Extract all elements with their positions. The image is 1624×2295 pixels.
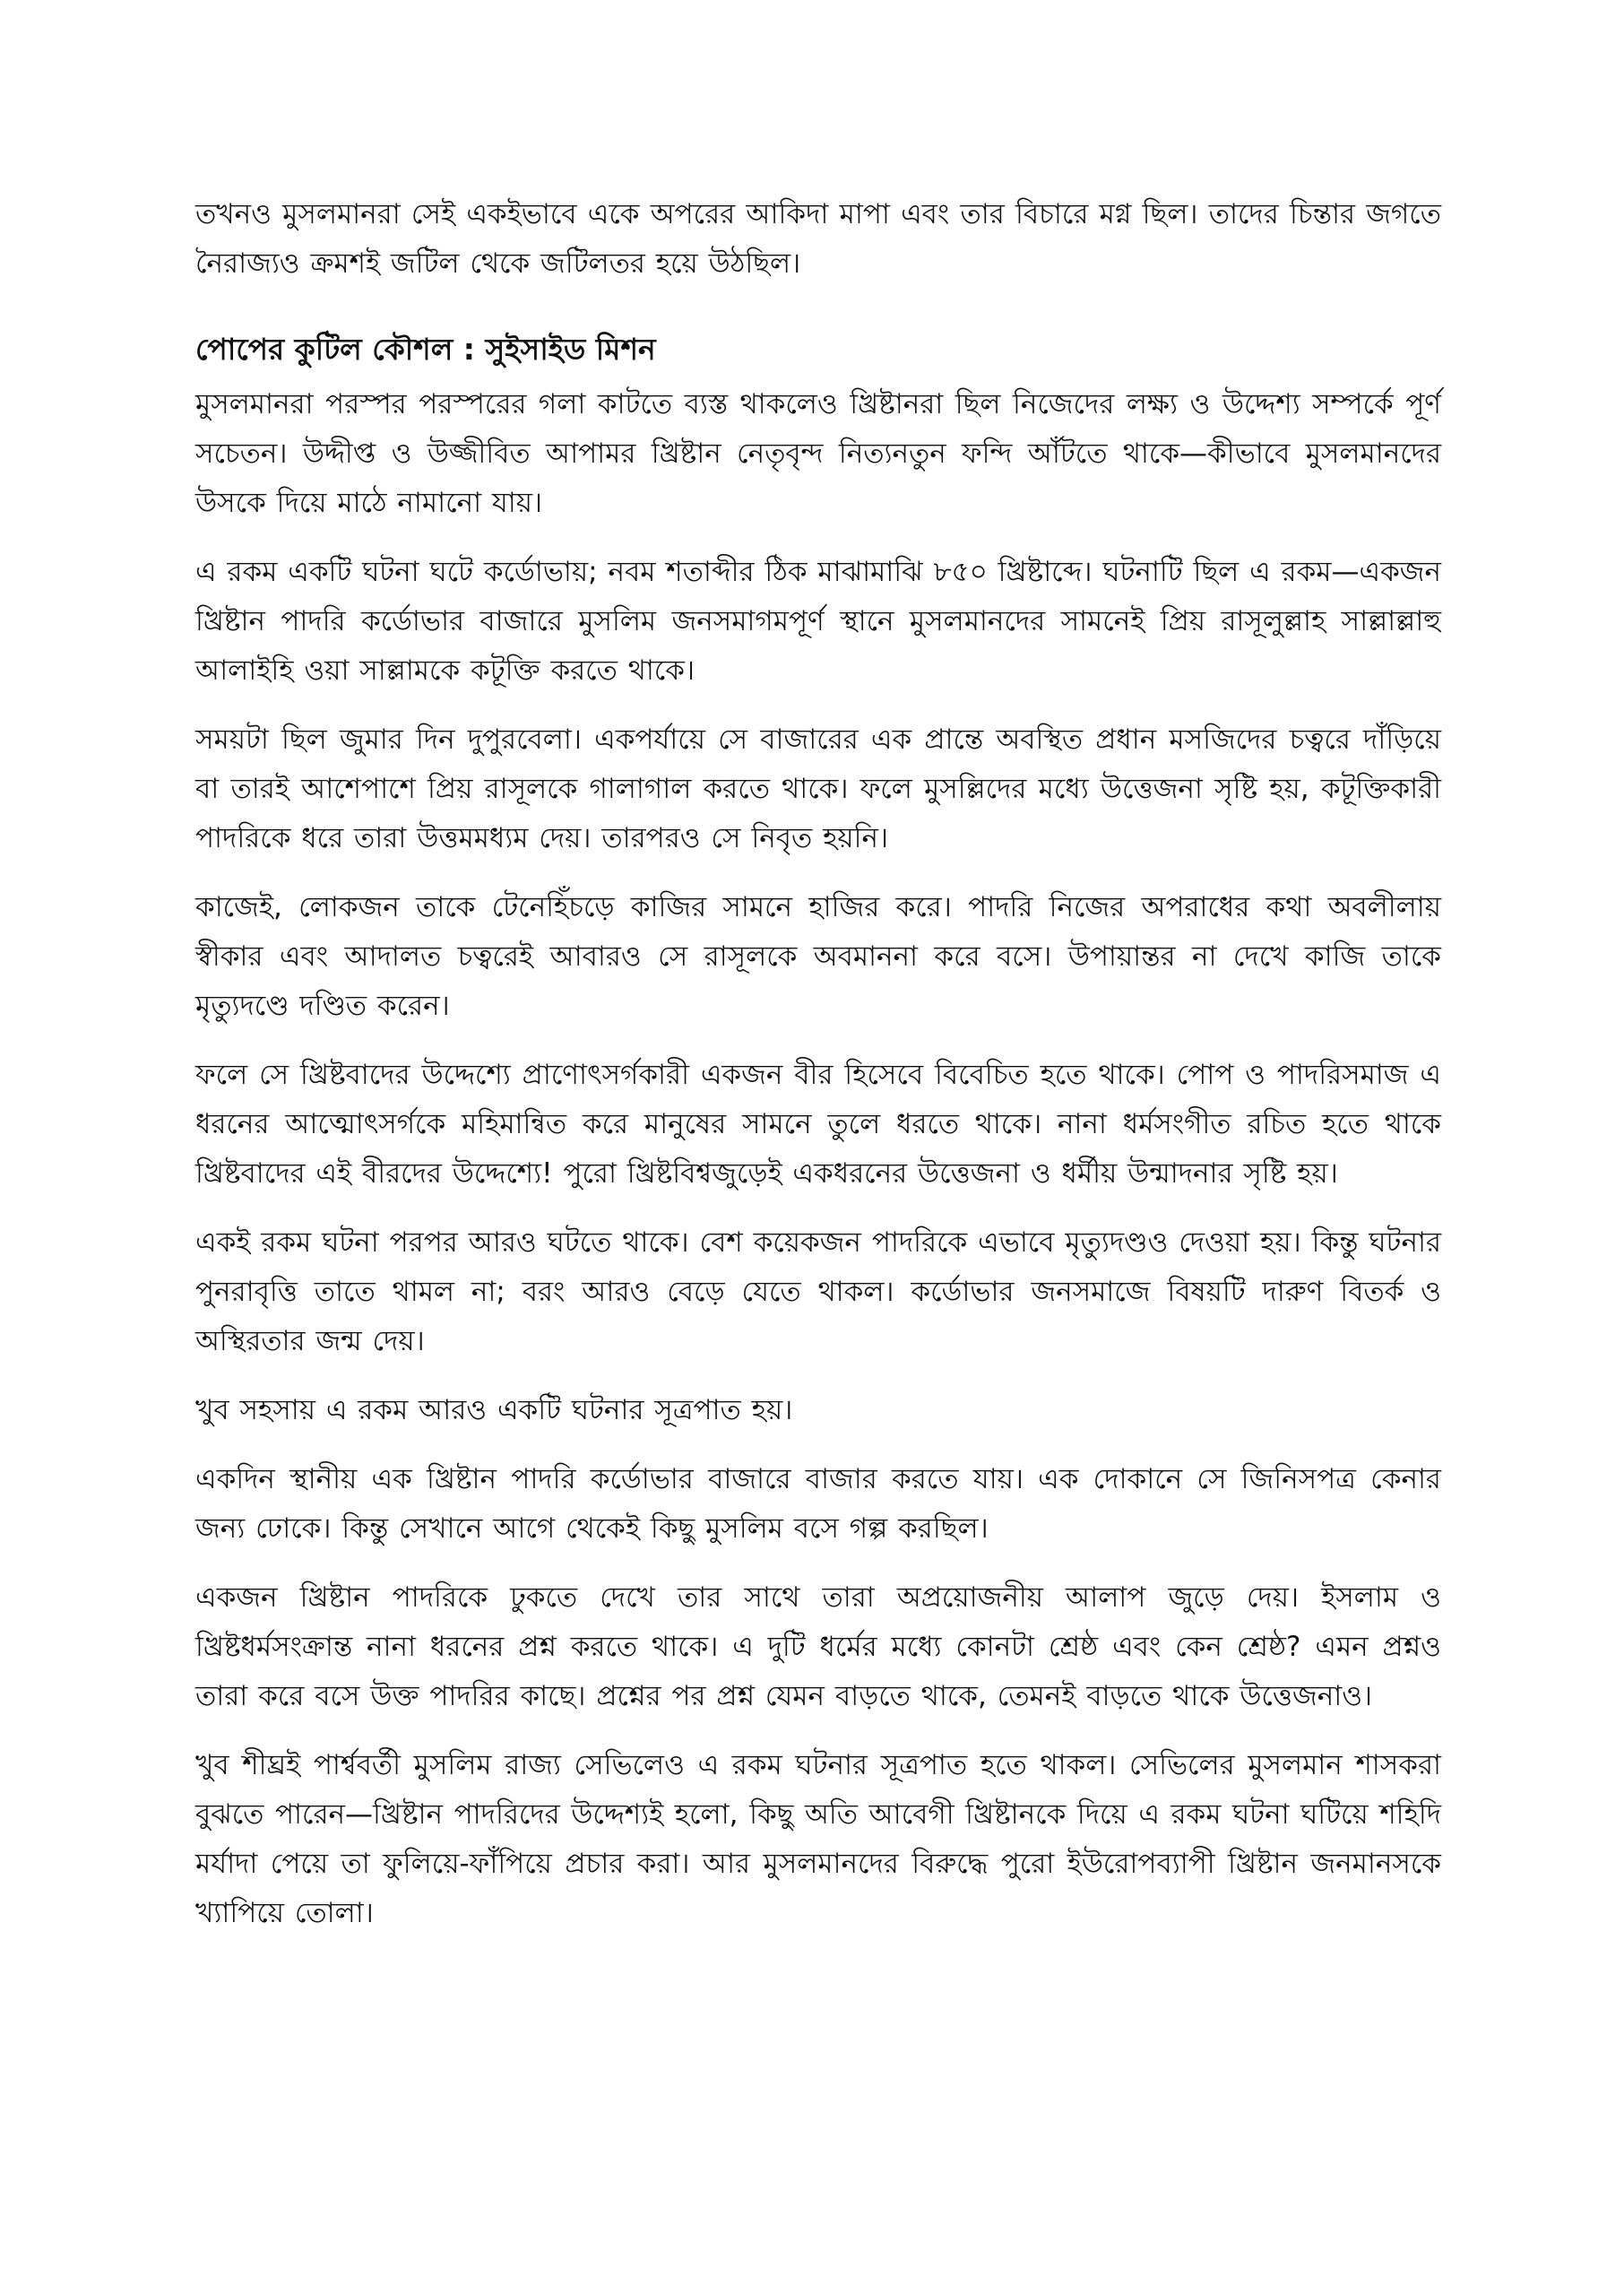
body-paragraph: খুব সহসায় এ রকম আরও একটি ঘটনার সূত্রপাত হয়। [195, 1394, 793, 1426]
body-paragraph: ফলে সে খ্রিষ্টবাদের উদ্দেশ্যে প্রাণোৎসর্গকারী একজন বীর হিসেবে বিবেচিত হতে থাকে। পোপ ও পাদরিসমাজ এ ধরনের আত্মোৎসর্গকে মহিমান্বিত করে মানুষের সামনে তুলে ধরতে থাকে। নানা ধর্মসংগীত রচিত হতে থাকে খ্রিষ্টবাদের এই বীরদের উদ্দেশ্যে! পুরো খ্রিষ্টবিশ্বজুড়েই একধরনের উত্তেজনা ও ধর্মীয় উন্মাদনার সৃষ্টি হয়। [195, 1059, 1441, 1190]
section-heading: পোপের কুটিল কৌশল : সুইসাইড মিশন [195, 332, 656, 367]
body-paragraph: এ রকম একটি ঘটনা ঘটে কর্ডোভায়; নবম শতাব্দীর ঠিক মাঝামাঝি ৮৫০ খ্রিষ্টাব্দে। ঘটনাটি ছিল এ রকম—একজন খ্রিষ্টান পাদরি কর্ডোভার বাজারে মুসলিম জনসমাগমপূর্ণ স্থানে মুসলমানদের সামনেই প্রিয় রাসূলুল্লাহ সাল্লাল্লাহু আলাইহি ওয়া সাল্লামকে কটূক্তি করতে থাকে। [195, 556, 1441, 687]
body-paragraph: সময়টা ছিল জুমার দিন দুপুরবেলা। একপর্যায়ে সে বাজারের এক প্রান্তে অবস্থিত প্রধান মসজিদের চত্বরে দাঁড়িয়ে বা তারই আশেপাশে প্রিয় রাসূলকে গালাগাল করতে থাকে। ফলে মুসল্লিদের মধ্যে উত্তেজনা সৃষ্টি হয়, কটূক্তিকারী পাদরিকে ধরে তারা উত্তমমধ্যম দেয়। তারপরও সে নিবৃত হয়নি। [195, 723, 1441, 854]
body-paragraph: একজন খ্রিষ্টান পাদরিকে ঢুকতে দেখে তার সাথে তারা অপ্রয়োজনীয় আলাপ জুড়ে দেয়। ইসলাম ও খ্রিষ্টধর্মসংক্রান্ত নানা ধরনের প্রশ্ন করতে থাকে। এ দুটি ধর্মের মধ্যে কোনটা শ্রেষ্ঠ এবং কেন শ্রেষ্ঠ? এমন প্রশ্নও তারা করে বসে উক্ত পাদরির কাছে। প্রশ্নের পর প্রশ্ন যেমন বাড়তে থাকে, তেমনই বাড়তে থাকে উত্তেজনাও। [195, 1581, 1441, 1712]
body-paragraph: একই রকম ঘটনা পরপর আরও ঘটতে থাকে। বেশ কয়েকজন পাদরিকে এভাবে মৃত্যুদণ্ডও দেওয়া হয়। কিন্তু ঘটনার পুনরাবৃত্তি তাতে থামল না; বরং আরও বেড়ে যেতে থাকল। কর্ডোভার জনসমাজে বিষয়টি দারুণ বিতর্ক ও অস্থিরতার জন্ম দেয়। [195, 1226, 1441, 1357]
book-page [195, 190, 1441, 1958]
opening-paragraph: তখনও মুসলমানরা সেই একইভাবে একে অপরের আকিদা মাপা এবং তার বিচারে মগ্ন ছিল। তাদের চিন্তার জগতে নৈরাজ্যও ক্রমশই জটিল থেকে জটিলতর হয়ে উঠছিল। [195, 198, 1441, 280]
body-paragraph: একদিন স্থানীয় এক খ্রিষ্টান পাদরি কর্ডোভার বাজারে বাজার করতে যায়। এক দোকানে সে জিনিসপত্র কেনার জন্য ঢোকে। কিন্তু সেখানে আগে থেকেই কিছু মুসলিম বসে গল্প করছিল। [195, 1463, 1441, 1545]
body-paragraph: খুব শীঘ্রই পার্শ্ববর্তী মুসলিম রাজ্য সেভিলেও এ রকম ঘটনার সূত্রপাত হতে থাকল। সেভিলের মুসলমান শাসকরা বুঝতে পারেন—খ্রিষ্টান পাদরিদের উদ্দেশ্যই হলো, কিছু অতি আবেগী খ্রিষ্টানকে দিয়ে এ রকম ঘটনা ঘটিয়ে শহিদি মর্যাদা পেয়ে তা ফুলিয়ে-ফাঁপিয়ে প্রচার করা। আর মুসলমানদের বিরুদ্ধে পুরো ইউরোপব্যাপী খ্রিষ্টান জনমানসকে খ্যাপিয়ে তোলা। [195, 1749, 1441, 1929]
body-paragraph: মুসলমানরা পরস্পর পরস্পরের গলা কাটতে ব্যস্ত থাকলেও খ্রিষ্টানরা ছিল নিজেদের লক্ষ্য ও উদ্দেশ্য সম্পর্কে পূর্ণ সচেতন। উদ্দীপ্ত ও উজ্জীবিত আপামর খ্রিষ্টান নেতৃবৃন্দ নিত্যনতুন ফন্দি আঁটতে থাকে—কীভাবে মুসলমানদের উসকে দিয়ে মাঠে নামানো যায়। [195, 388, 1441, 519]
body-paragraph: কাজেই, লোকজন তাকে টেনেহিঁচড়ে কাজির সামনে হাজির করে। পাদরি নিজের অপরাধের কথা অবলীলায় স্বীকার এবং আদালত চত্বরেই আবারও সে রাসূলকে অবমাননা করে বসে। উপায়ান্তর না দেখে কাজি তাকে মৃত্যুদণ্ডে দণ্ডিত করেন। [195, 891, 1441, 1022]
